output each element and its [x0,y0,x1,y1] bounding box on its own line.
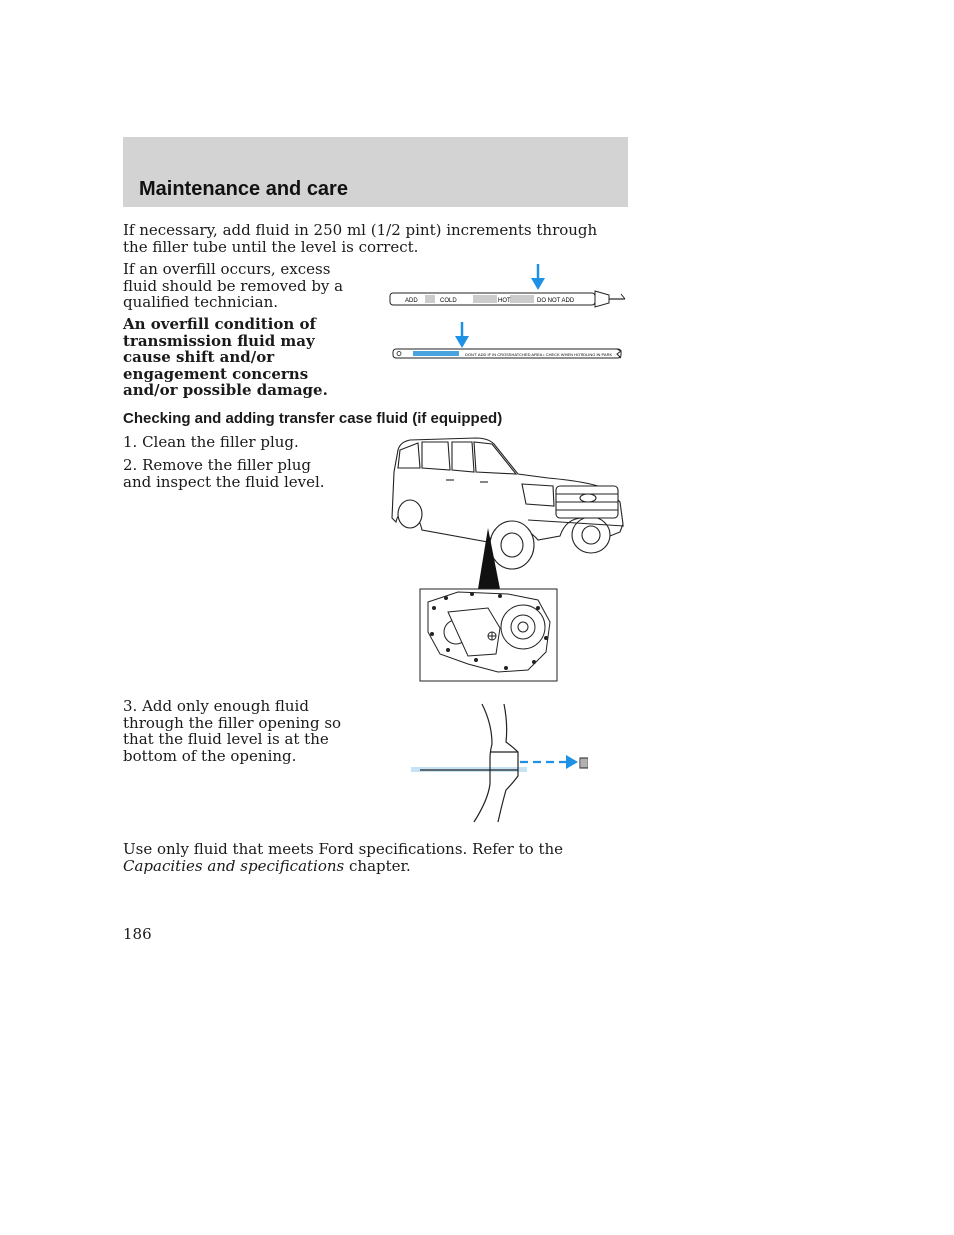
closing-text-after: chapter. [344,856,411,875]
overfill-warning: An overfill condition of transmission fluid may cause shift and/or engagement concerns and/or possible damage. [123,315,328,399]
label-do-not-add: DO NOT ADD [537,298,575,304]
truck-drawing [392,438,624,569]
label-cold: COLD [440,298,457,304]
lower-warning-text: DON'T ADD IF IN CROSSHATCHED AREA • CHECK WHEN HOT [465,352,583,357]
overfill-paragraph: If an overfill occurs, excess fluid should be removed by a qualified technician. [123,260,344,311]
crosshatch-cold [425,295,435,303]
add-fluid-paragraph: If necessary, add fluid in 250 ml (1/2 pint) increments through the filler tube until the level is correct. [123,221,598,256]
step-3: 3. Add only enough fluid through the filler opening so that the fluid level is at the bottom of the opening. [123,697,342,765]
dipstick-handle [595,291,609,307]
filler-arrow-head [566,755,578,769]
step-2: 2. Remove the filler plug and inspect the fluid level. [123,456,325,491]
crosshatch-hot [473,295,497,303]
truck-transfer-case-illustration [388,432,630,684]
lower-idle-text: IDLING IN PARK [582,352,613,357]
section-title: Maintenance and care [139,178,348,200]
capacities-link-text: Capacities and specifications [123,856,345,875]
transfer-case-heading: Checking and adding transfer case fluid (if equipped) [123,410,503,427]
closing-paragraph [123,841,623,874]
step-1: 1. Clean the filler plug. [123,433,299,451]
dipstick-illustration [385,262,630,367]
label-add: ADD [405,298,418,304]
lower-arrow-head [455,336,469,348]
page-number: 186 [123,925,152,943]
crosshatch-hot-2 [510,295,534,303]
case-wall [474,704,518,822]
closing-text-before: Use only fluid that meets Ford specifications. Refer to the [123,840,564,858]
filler-opening-illustration [408,700,588,826]
upper-arrow-head [531,278,545,290]
filler-plug [580,758,588,768]
section-header [123,137,628,207]
label-hot: HOT [498,298,511,304]
lower-crosshatch [413,351,459,356]
